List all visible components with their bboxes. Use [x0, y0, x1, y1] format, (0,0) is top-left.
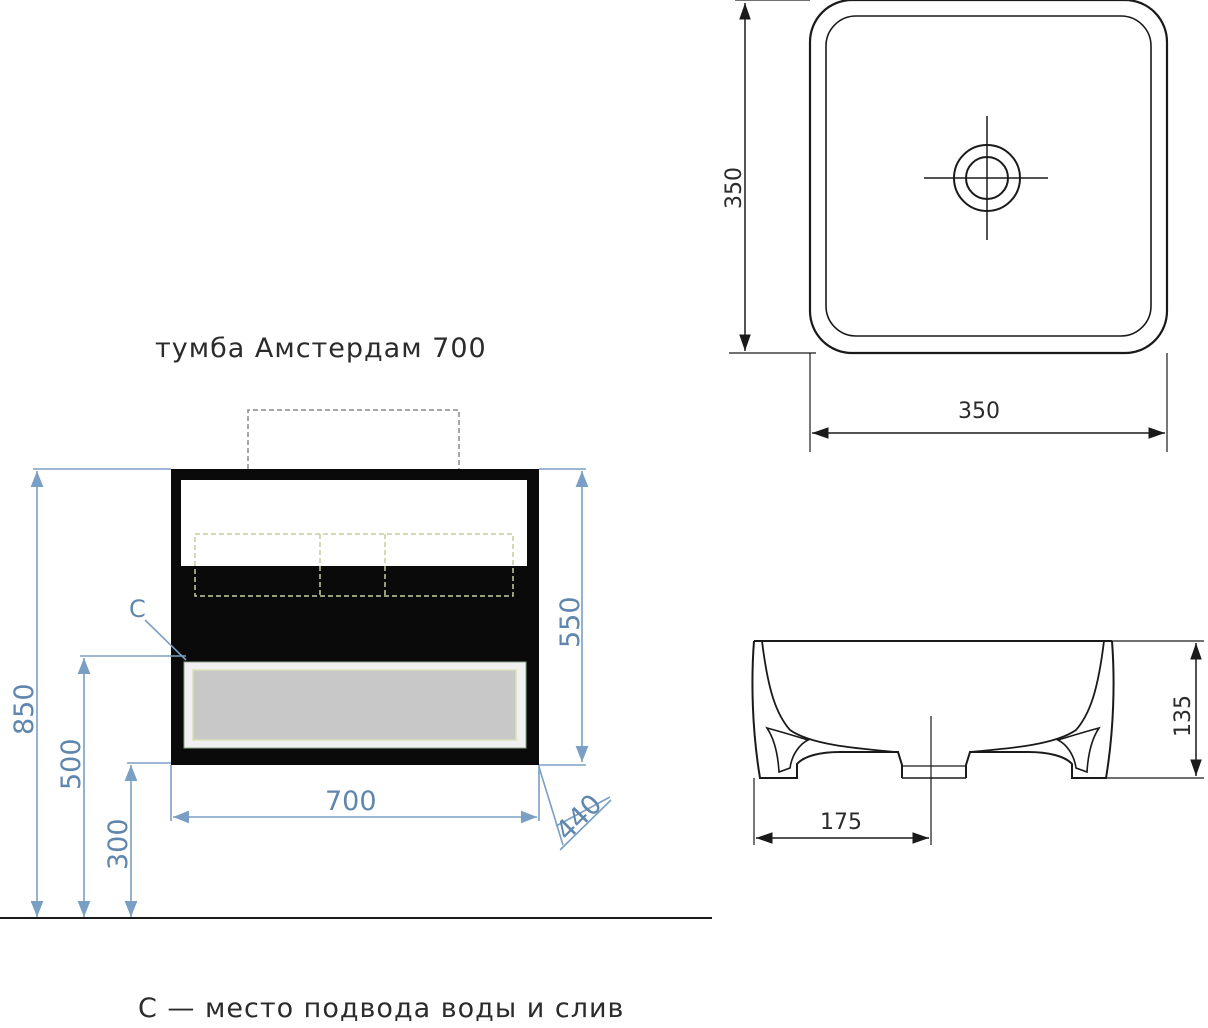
sink-section-right-bowl	[970, 641, 1104, 752]
cabinet-drawer-inner	[193, 670, 516, 740]
dim-label-135: 135	[1171, 695, 1196, 737]
dim-label-350-horizontal: 350	[958, 399, 1000, 424]
sink-section-left-hollow	[767, 728, 808, 772]
sink-section-right-wall	[966, 641, 1114, 778]
sink-section-left-wall	[752, 641, 902, 778]
cabinet-title: тумба Амстердам 700	[155, 333, 487, 364]
dim-label-550: 550	[555, 596, 586, 648]
cabinet-open-shelf	[181, 480, 527, 566]
legend-caption: С — место подвода воды и слив	[138, 993, 625, 1024]
dim-label-350-vertical: 350	[722, 167, 747, 209]
sink-top-view	[722, 0, 1167, 452]
sink-section-left-bowl	[762, 641, 896, 752]
connection-marker-label: С	[129, 595, 146, 623]
dim-label-300: 300	[103, 818, 134, 870]
sink-top-inner-bowl	[826, 16, 1151, 336]
dim-label-500: 500	[56, 738, 87, 790]
sink-section-right-hollow	[1058, 728, 1099, 772]
sink-section-view	[752, 641, 1204, 845]
cabinet-view	[0, 333, 712, 918]
dim-label-175: 175	[820, 810, 862, 835]
dim-label-440: 440	[550, 788, 609, 847]
dim-label-850: 850	[9, 683, 40, 735]
dim-label-700: 700	[325, 786, 377, 817]
sink-outline-dashed	[248, 410, 459, 469]
sink-top-outer-rim	[810, 0, 1167, 353]
